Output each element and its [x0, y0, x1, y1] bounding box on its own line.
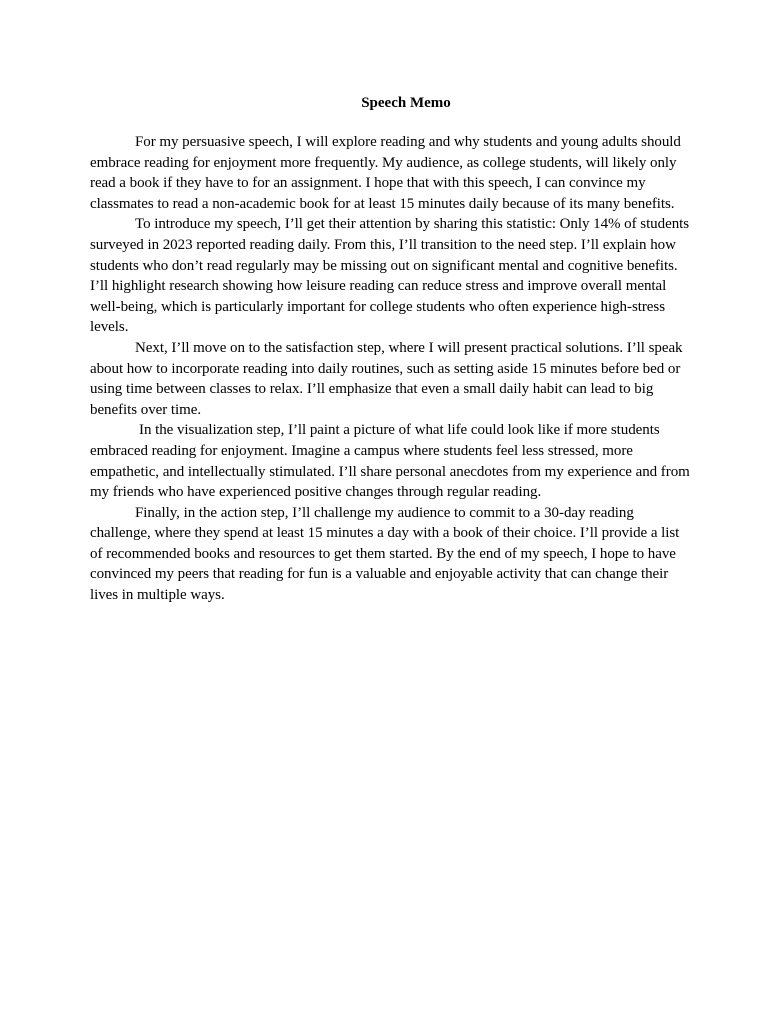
paragraph-satisfaction: Next, I’ll move on to the satisfaction step, where I will present practical solutions. I’ll speak about how to incorporate reading into daily routines, such as setting aside 15 minutes before bed or using time between classes to relax. I’ll emphasize that even a small daily habit can lead to big benefits over time. [90, 339, 683, 418]
paragraph-intro: For my persuasive speech, I will explore reading and why students and young adults should embrace reading for enjoyment more frequently. My audience, as college students, will likely only read a book if they have to for an assignment. I hope that with this speech, I can convince my classmates to read a non-academic book for at least 15 minutes daily because of its many benefits. [90, 134, 681, 212]
paragraph-action: Finally, in the action step, I’ll challenge my audience to commit to a 30-day reading challenge, where they spend at least 15 minutes a day with a book of their choice. I’ll provide a list of recommended books and resources to get them started. By the end of my speech, I hope to have convinced my peers that reading for fun is a valuable and enjoyable activity that can change their lives in multiple ways. [90, 504, 680, 604]
paragraph-visualization: In the visualization step, I’ll paint a picture of what life could look like if more students embraced reading for enjoyment. Imagine a campus where students feel less stressed, more empathetic, and intellectually stimulated. I’ll share personal anecdotes from my experience and from my friends who have experienced positive changes through regular reading. [90, 422, 690, 501]
document-body [90, 132, 690, 606]
paragraph-attention-need: To introduce my speech, I’ll get their attention by sharing this statistic: Only 14% of students surveyed in 2023 reported reading daily. From this, I’ll transition to the need step. I’ll explain how students who don’t read regularly may be missing out on significant mental and cognitive benefits. I’ll highlight research showing how leisure reading can reduce stress and improve overall mental well-being, which is particularly important for college students who often experience high-stress levels. [90, 216, 690, 336]
document-title: Speech Memo [361, 95, 451, 111]
